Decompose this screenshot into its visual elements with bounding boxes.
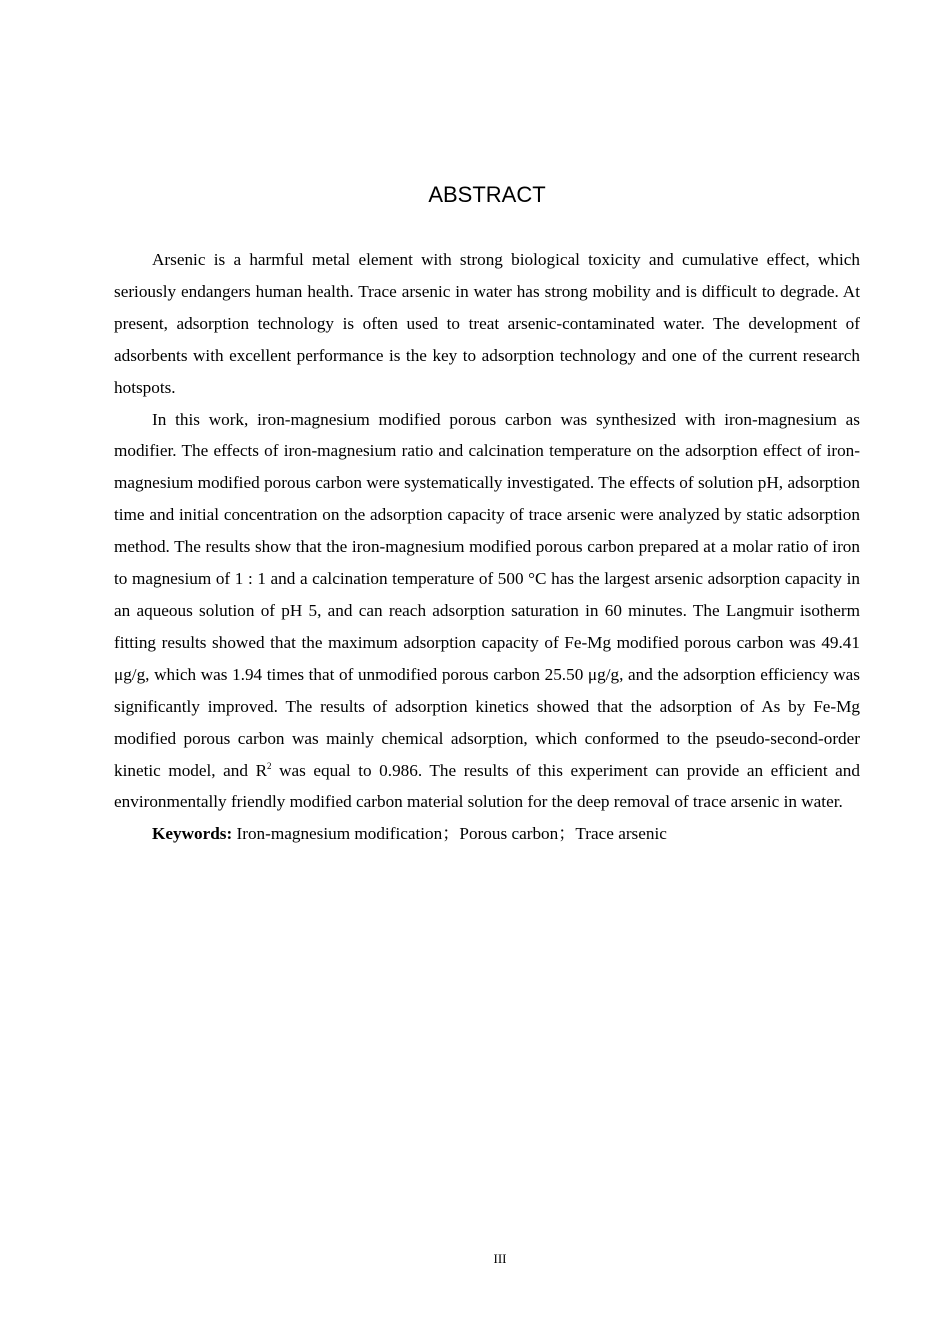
keywords-value: Iron-magnesium modification；Porous carbon；Trace arsenic [232, 824, 667, 844]
paragraph-2-text-main: In this work, iron-magnesium modified porous carbon was synthesized with iron-magnesium as modifier. The effects of iron-magnesium ratio and calcination temperature on the adsorption effect of iron-magnesium modified porous carbon were systematically investigated. The effects of solution pH, adsorption time and initial concentration on the adsorption capacity of trace arsenic were analyzed by static adsorption method. The results show that the iron-magnesium modified porous carbon prepared at a molar ratio of iron to magnesium of 1 : 1 and a calcination temperature of 500 °C has the largest arsenic adsorption capacity in an aqueous solution of pH 5, and can reach adsorption saturation in 60 minutes. The Langmuir isotherm fitting results showed that the maximum adsorption capacity of Fe-Mg modified porous carbon was 49.41 μg/g, which was 1.94 times that of unmodified porous carbon 25.50 μg/g, and the adsorption efficiency was significantly improved. The results of adsorption kinetics showed that the adsorption of As by Fe-Mg modified porous carbon was mainly chemical adsorption, which conformed to the pseudo-second-order kinetic model, and R [114, 409, 860, 780]
abstract-body [114, 244, 860, 850]
abstract-title: ABSTRACT [428, 182, 546, 207]
keywords-line [114, 818, 860, 850]
abstract-paragraph-2 [114, 404, 860, 819]
page-number: III [493, 1251, 507, 1266]
r-squared-superscript: 2 [267, 760, 272, 771]
keywords-label: Keywords: [152, 824, 233, 844]
paragraph-2-text-end: was equal to 0.986. The results of this experiment can provide an efficient and environmentally friendly modified carbon material solution for the deep removal of trace arsenic in water. [114, 760, 860, 812]
abstract-paragraph-1: Arsenic is a harmful metal element with strong biological toxicity and cumulative effect, which seriously endangers human health. Trace arsenic in water has strong mobility and is difficult to degrade. At present, adsorption technology is often used to treat arsenic-contaminated water. The development of adsorbents with excellent performance is the key to adsorption technology and one of the current research hotspots. [114, 250, 860, 397]
